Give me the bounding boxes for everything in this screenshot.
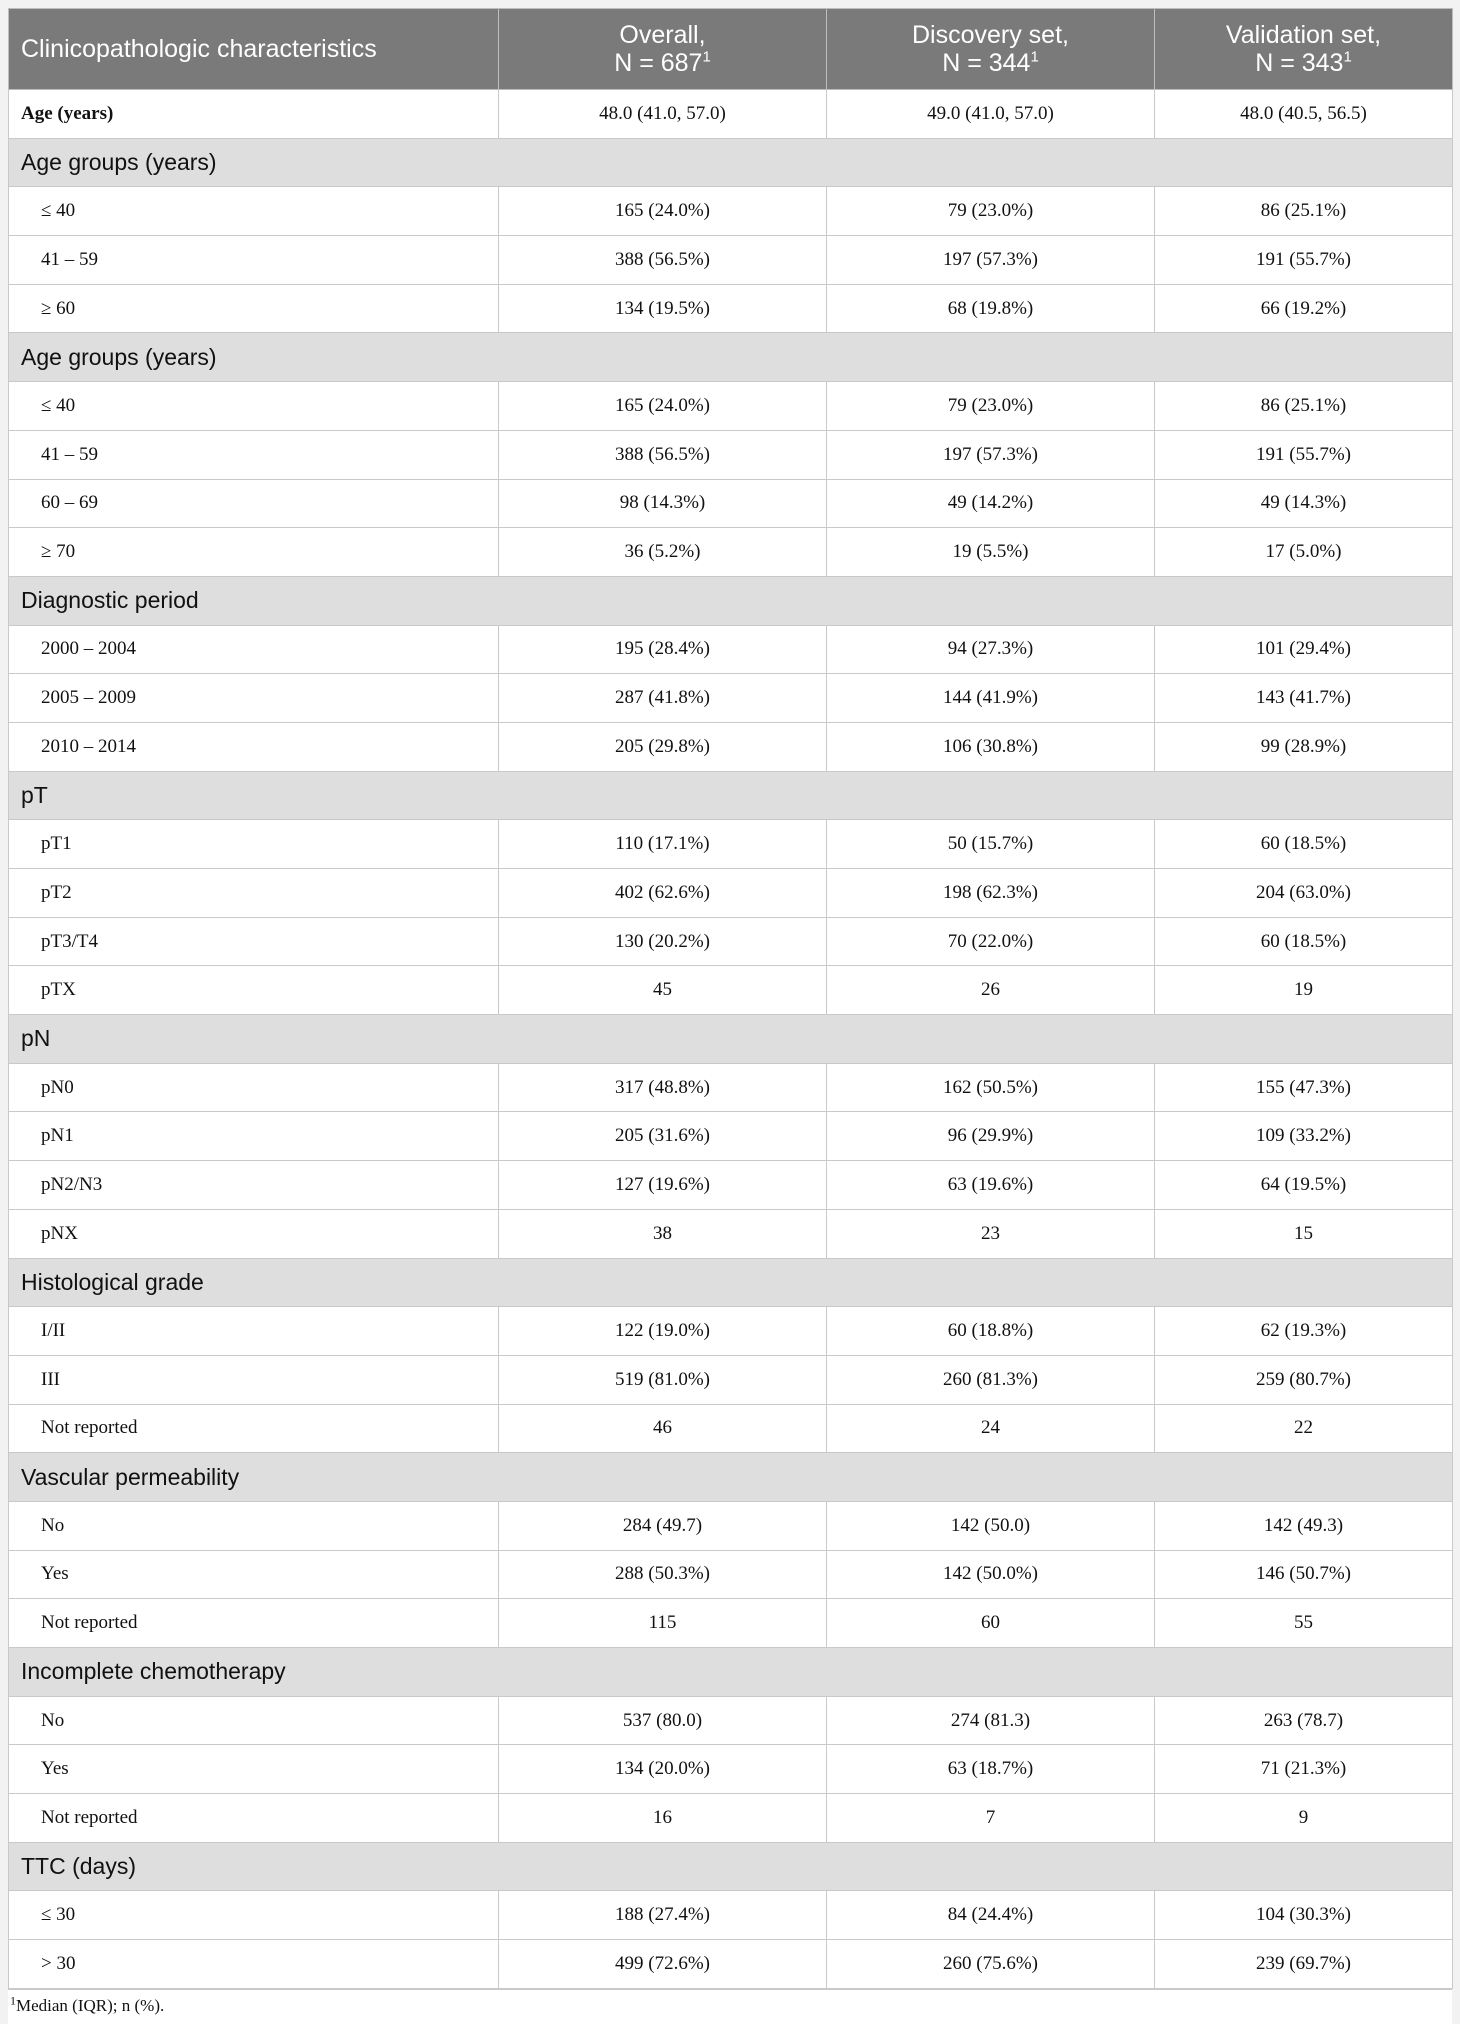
discovery-value: 144 (41.9%) <box>827 674 1155 723</box>
table-row <box>9 674 1453 723</box>
overall-value: 38 <box>499 1209 827 1258</box>
discovery-value: 49.0 (41.0, 57.0) <box>827 90 1155 139</box>
group-label: TTC (days) <box>9 1842 1453 1891</box>
overall-value: 388 (56.5%) <box>499 430 827 479</box>
group-header-row <box>9 138 1453 187</box>
overall-value: 388 (56.5%) <box>499 236 827 285</box>
table-row <box>9 187 1453 236</box>
validation-value: 66 (19.2%) <box>1155 284 1453 333</box>
validation-value: 143 (41.7%) <box>1155 674 1453 723</box>
row-label: pT1 <box>9 820 499 869</box>
overall-value: 317 (48.8%) <box>499 1063 827 1112</box>
discovery-value: 260 (75.6%) <box>827 1940 1155 1989</box>
header-discovery-line2: N = 344 <box>942 49 1031 77</box>
footnote-marker: 1 <box>702 48 711 66</box>
header-validation-line2: N = 343 <box>1255 49 1344 77</box>
header-overall-line1: Overall, <box>619 21 706 49</box>
discovery-value: 94 (27.3%) <box>827 625 1155 674</box>
discovery-value: 24 <box>827 1404 1155 1453</box>
table-row <box>9 1355 1453 1404</box>
footnote-marker: 1 <box>10 1993 16 2008</box>
validation-value: 86 (25.1%) <box>1155 187 1453 236</box>
overall-value: 205 (31.6%) <box>499 1112 827 1161</box>
discovery-value: 198 (62.3%) <box>827 869 1155 918</box>
row-label: No <box>9 1501 499 1550</box>
group-label: Age groups (years) <box>9 333 1453 382</box>
table-row <box>9 1696 1453 1745</box>
validation-value: 109 (33.2%) <box>1155 1112 1453 1161</box>
validation-value: 99 (28.9%) <box>1155 722 1453 771</box>
group-header-row <box>9 1258 1453 1307</box>
row-label: ≥ 60 <box>9 284 499 333</box>
footnote-marker: 1 <box>1030 48 1039 66</box>
discovery-value: 63 (19.6%) <box>827 1161 1155 1210</box>
table-row <box>9 917 1453 966</box>
overall-value: 16 <box>499 1794 827 1843</box>
table-row <box>9 1940 1453 1989</box>
validation-value: 104 (30.3%) <box>1155 1891 1453 1940</box>
overall-value: 195 (28.4%) <box>499 625 827 674</box>
row-label: 41 – 59 <box>9 430 499 479</box>
table-row <box>9 382 1453 431</box>
overall-value: 115 <box>499 1599 827 1648</box>
row-label: ≤ 30 <box>9 1891 499 1940</box>
table-row <box>9 1501 1453 1550</box>
discovery-value: 7 <box>827 1794 1155 1843</box>
validation-value: 146 (50.7%) <box>1155 1550 1453 1599</box>
discovery-value: 26 <box>827 966 1155 1015</box>
header-discovery-line1: Discovery set, <box>912 21 1069 49</box>
validation-value: 71 (21.3%) <box>1155 1745 1453 1794</box>
table-row <box>9 869 1453 918</box>
discovery-value: 50 (15.7%) <box>827 820 1155 869</box>
row-label: I/II <box>9 1307 499 1356</box>
table-row <box>9 966 1453 1015</box>
table-row <box>9 236 1453 285</box>
table-row <box>9 1745 1453 1794</box>
validation-value: 62 (19.3%) <box>1155 1307 1453 1356</box>
validation-value: 86 (25.1%) <box>1155 382 1453 431</box>
group-label: Incomplete chemotherapy <box>9 1648 1453 1697</box>
table-row <box>9 430 1453 479</box>
header-discovery <box>827 9 1155 90</box>
table-footnote <box>8 1989 1452 2024</box>
row-label: ≤ 40 <box>9 187 499 236</box>
overall-value: 46 <box>499 1404 827 1453</box>
characteristics-table <box>8 8 1453 1989</box>
group-header-row <box>9 333 1453 382</box>
group-header-row <box>9 771 1453 820</box>
table-row <box>9 90 1453 139</box>
validation-value: 64 (19.5%) <box>1155 1161 1453 1210</box>
discovery-value: 106 (30.8%) <box>827 722 1155 771</box>
row-label: 41 – 59 <box>9 236 499 285</box>
validation-value: 259 (80.7%) <box>1155 1355 1453 1404</box>
row-label: Yes <box>9 1745 499 1794</box>
validation-value: 60 (18.5%) <box>1155 917 1453 966</box>
discovery-value: 274 (81.3) <box>827 1696 1155 1745</box>
row-label: 2010 – 2014 <box>9 722 499 771</box>
header-overall-line2: N = 687 <box>614 49 703 77</box>
overall-value: 48.0 (41.0, 57.0) <box>499 90 827 139</box>
group-label: Vascular permeability <box>9 1453 1453 1502</box>
validation-value: 17 (5.0%) <box>1155 528 1453 577</box>
validation-value: 55 <box>1155 1599 1453 1648</box>
row-label: No <box>9 1696 499 1745</box>
overall-value: 122 (19.0%) <box>499 1307 827 1356</box>
discovery-value: 70 (22.0%) <box>827 917 1155 966</box>
group-label: Diagnostic period <box>9 576 1453 625</box>
overall-value: 127 (19.6%) <box>499 1161 827 1210</box>
overall-value: 36 (5.2%) <box>499 528 827 577</box>
discovery-value: 23 <box>827 1209 1155 1258</box>
overall-value: 98 (14.3%) <box>499 479 827 528</box>
overall-value: 110 (17.1%) <box>499 820 827 869</box>
table-row <box>9 1209 1453 1258</box>
validation-value: 49 (14.3%) <box>1155 479 1453 528</box>
validation-value: 101 (29.4%) <box>1155 625 1453 674</box>
discovery-value: 142 (50.0%) <box>827 1550 1155 1599</box>
row-label: Not reported <box>9 1599 499 1648</box>
validation-value: 204 (63.0%) <box>1155 869 1453 918</box>
overall-value: 288 (50.3%) <box>499 1550 827 1599</box>
group-header-row <box>9 1453 1453 1502</box>
group-header-row <box>9 1648 1453 1697</box>
row-label: 2000 – 2004 <box>9 625 499 674</box>
discovery-value: 19 (5.5%) <box>827 528 1155 577</box>
validation-value: 60 (18.5%) <box>1155 820 1453 869</box>
table-row <box>9 1550 1453 1599</box>
overall-value: 188 (27.4%) <box>499 1891 827 1940</box>
table-row <box>9 820 1453 869</box>
validation-value: 9 <box>1155 1794 1453 1843</box>
discovery-value: 79 (23.0%) <box>827 187 1155 236</box>
group-header-row <box>9 576 1453 625</box>
discovery-value: 96 (29.9%) <box>827 1112 1155 1161</box>
footnote-text: Median (IQR); n (%). <box>16 1995 165 2015</box>
row-label: Not reported <box>9 1404 499 1453</box>
validation-value: 155 (47.3%) <box>1155 1063 1453 1112</box>
group-label: pN <box>9 1015 1453 1064</box>
validation-value: 19 <box>1155 966 1453 1015</box>
row-label: 60 – 69 <box>9 479 499 528</box>
row-label: ≥ 70 <box>9 528 499 577</box>
table-row <box>9 1307 1453 1356</box>
discovery-value: 79 (23.0%) <box>827 382 1155 431</box>
header-row <box>9 9 1453 90</box>
discovery-value: 197 (57.3%) <box>827 236 1155 285</box>
group-label: Age groups (years) <box>9 138 1453 187</box>
validation-value: 22 <box>1155 1404 1453 1453</box>
discovery-value: 162 (50.5%) <box>827 1063 1155 1112</box>
overall-value: 499 (72.6%) <box>499 1940 827 1989</box>
row-label: III <box>9 1355 499 1404</box>
discovery-value: 197 (57.3%) <box>827 430 1155 479</box>
overall-value: 402 (62.6%) <box>499 869 827 918</box>
group-label: Histological grade <box>9 1258 1453 1307</box>
table-row <box>9 479 1453 528</box>
header-validation-line1: Validation set, <box>1225 21 1382 49</box>
overall-value: 45 <box>499 966 827 1015</box>
validation-value: 142 (49.3) <box>1155 1501 1453 1550</box>
overall-value: 134 (20.0%) <box>499 1745 827 1794</box>
table-row <box>9 1161 1453 1210</box>
group-header-row <box>9 1842 1453 1891</box>
table-row <box>9 722 1453 771</box>
row-label: pN1 <box>9 1112 499 1161</box>
row-label: > 30 <box>9 1940 499 1989</box>
discovery-value: 68 (19.8%) <box>827 284 1155 333</box>
validation-value: 239 (69.7%) <box>1155 1940 1453 1989</box>
validation-value: 263 (78.7) <box>1155 1696 1453 1745</box>
table-row <box>9 1599 1453 1648</box>
row-label: Yes <box>9 1550 499 1599</box>
overall-value: 130 (20.2%) <box>499 917 827 966</box>
overall-value: 205 (29.8%) <box>499 722 827 771</box>
table-container <box>8 8 1452 2024</box>
discovery-value: 142 (50.0) <box>827 1501 1155 1550</box>
discovery-value: 84 (24.4%) <box>827 1891 1155 1940</box>
discovery-value: 60 (18.8%) <box>827 1307 1155 1356</box>
validation-value: 191 (55.7%) <box>1155 430 1453 479</box>
footnote-marker: 1 <box>1343 48 1352 66</box>
table-row <box>9 1404 1453 1453</box>
table-row <box>9 284 1453 333</box>
validation-value: 48.0 (40.5, 56.5) <box>1155 90 1453 139</box>
overall-value: 284 (49.7) <box>499 1501 827 1550</box>
header-validation <box>1155 9 1453 90</box>
table-row <box>9 528 1453 577</box>
overall-value: 165 (24.0%) <box>499 187 827 236</box>
table-body <box>9 90 1453 1989</box>
discovery-value: 60 <box>827 1599 1155 1648</box>
row-label: ≤ 40 <box>9 382 499 431</box>
header-characteristics: Clinicopathologic characteristics <box>9 9 499 90</box>
discovery-value: 49 (14.2%) <box>827 479 1155 528</box>
row-label: Not reported <box>9 1794 499 1843</box>
overall-value: 165 (24.0%) <box>499 382 827 431</box>
table-row <box>9 1794 1453 1843</box>
row-label: pT3/T4 <box>9 917 499 966</box>
group-header-row <box>9 1015 1453 1064</box>
table-row <box>9 1891 1453 1940</box>
row-label: pNX <box>9 1209 499 1258</box>
overall-value: 287 (41.8%) <box>499 674 827 723</box>
validation-value: 191 (55.7%) <box>1155 236 1453 285</box>
group-label: pT <box>9 771 1453 820</box>
row-label: pN2/N3 <box>9 1161 499 1210</box>
overall-value: 519 (81.0%) <box>499 1355 827 1404</box>
overall-value: 537 (80.0) <box>499 1696 827 1745</box>
row-label: 2005 – 2009 <box>9 674 499 723</box>
row-label: Age (years) <box>9 90 499 139</box>
table-row <box>9 1063 1453 1112</box>
row-label: pN0 <box>9 1063 499 1112</box>
row-label: pTX <box>9 966 499 1015</box>
table-row <box>9 1112 1453 1161</box>
discovery-value: 260 (81.3%) <box>827 1355 1155 1404</box>
header-overall <box>499 9 827 90</box>
discovery-value: 63 (18.7%) <box>827 1745 1155 1794</box>
overall-value: 134 (19.5%) <box>499 284 827 333</box>
validation-value: 15 <box>1155 1209 1453 1258</box>
row-label: pT2 <box>9 869 499 918</box>
table-row <box>9 625 1453 674</box>
